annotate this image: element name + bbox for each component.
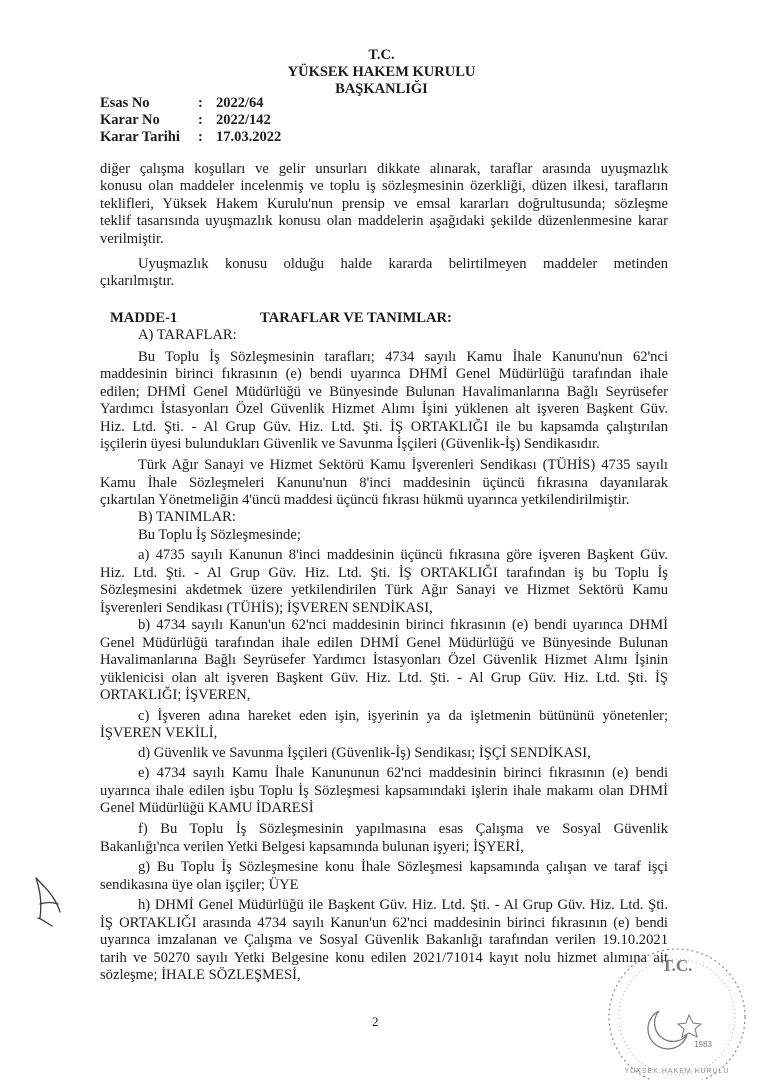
meta-row-karar: Karar No : 2022/142 bbox=[100, 112, 271, 128]
body-line: uyarınca imzalanan ve Çalışma ve Sosyal Güvenlik Bakanlığı tarafından verilen 19.10.2021 bbox=[100, 932, 668, 948]
body-line: Genel Müdürlüğü tarafından ihale edilen DHMİ Genel Müdürlüğü ve Bünyesinde Bulunan bbox=[100, 635, 668, 651]
body-line: İŞ ORTAKLIĞI arasında 4734 sayılı Kanun'un 62'nci maddesinin birinci fıkrasının (e) bendi bbox=[100, 915, 668, 931]
body-line: Türk Ağır Sanayi ve Hizmet Sektörü Kamu İşverenleri Sendikası (TÜHİS) 4735 sayılı bbox=[138, 457, 668, 473]
body-line: sendikasına üye olan işçiler; ÜYE bbox=[100, 877, 299, 893]
article-heading bbox=[110, 310, 452, 327]
body-line: yüklenicisi olan alt işveren Başkent Güv. Hiz. Ltd. Şti. - Al Grup Güv. Hiz. Ltd. Şti. İŞ bbox=[100, 670, 668, 686]
body-line: g) Bu Toplu İş Sözleşmesine konu İhale Sözleşmesi kapsamında çalışan ve taraf işçi bbox=[138, 859, 668, 875]
body-line: sözleşme; İHALE SÖZLEŞMESİ, bbox=[100, 967, 301, 983]
case-meta bbox=[100, 95, 281, 146]
meta-row-esas: Esas No : 2022/64 bbox=[100, 95, 264, 111]
body-line: maddesinin birinci fıkrasının (e) bendi uyarınca DHMİ Genel Müdürlüğü tarafından ihale bbox=[100, 366, 668, 382]
body-line: ORTAKLIĞI; İŞVEREN, bbox=[100, 687, 251, 703]
intro-line: Uyuşmazlık konusu olduğu halde kararda belirtilmeyen maddeler metinden bbox=[138, 256, 668, 272]
body-line: B) TANIMLAR: bbox=[138, 509, 236, 525]
body-line: Bu Toplu İş Sözleşmesinin tarafları; 4734 sayılı Kamu İhale Kanunu'nun 62'nci bbox=[138, 349, 668, 365]
body-line: Bu Toplu İş Sözleşmesinde; bbox=[138, 527, 301, 543]
body-line: f) Bu Toplu İş Sözleşmesinin yapılmasına esas Çalışma ve Sosyal Güvenlik bbox=[138, 821, 668, 837]
body-line: Hiz. Ltd. Şti. - Al Grup Güv. Hiz. Ltd. Şti. İŞ ORTAKLIĞI ile bu kapsamda çalıştırılan bbox=[100, 419, 668, 435]
seal-year: 1983 bbox=[694, 1040, 712, 1049]
body-line: uyarınca ihale edilen işbu Toplu İş Sözleşmesi kapsamındaki işlerin ihale makamı olan DHMİ bbox=[100, 783, 668, 799]
body-line: Havalimanlarına Bağlı Seyrüsefer Yardımcı İstasyonları Özel Güvenlik Hizmet Alımı İşinin bbox=[100, 652, 668, 668]
body-line: Kamu İhale Sözleşmeleri Kanunu'nun 8'inci maddesinin üçüncü fıkrasına dayanılarak bbox=[100, 475, 668, 491]
intro-line: konusu olan maddeler incelenmiş ve toplu iş sözleşmesinin özerkliği, düzen ilkesi, tarafların bbox=[100, 178, 668, 194]
body-line: edilen; DHMİ Genel Müdürlüğü ve Bünyesinde Bulunan Havalimanlarına Bağlı Seyrüsefer bbox=[100, 384, 668, 400]
article-number: MADDE-1 bbox=[110, 310, 178, 326]
body-line: d) Güvenlik ve Savunma İşçileri (Güvenlik-İş) Sendikası; İŞÇİ SENDİKASI, bbox=[138, 745, 591, 761]
header-tc: T.C. bbox=[368, 47, 395, 63]
body-line: Genel Müdürlüğü KAMU İDARESİ bbox=[100, 800, 314, 816]
body-line: A) TARAFLAR: bbox=[138, 327, 237, 343]
body-line: İşverenleri Sendikası (TÜHİS); İŞVEREN SENDİKASI, bbox=[100, 600, 433, 616]
intro-line: teklifleri, Yüksek Hakem Kurulu'nun prensip ve emsal kararları doğrultusunda; sözleşme bbox=[100, 196, 668, 212]
body-line: a) 4735 sayılı Kanunun 8'inci maddesinin üçüncü fıkrasına göre işveren Başkent Güv. bbox=[138, 547, 668, 563]
body-line: tarih ve 50270 sayılı Yetki Belgesine konu edilen 2021/71014 kayıt nolu hizmet alımına ait bbox=[100, 950, 668, 966]
intro-line: diğer çalışma koşulları ve gelir unsurları dikkate alınarak, taraflar arasında uyuşmazlık bbox=[100, 161, 668, 177]
body-line: İŞVEREN VEKİLİ, bbox=[100, 725, 218, 741]
body-line: h) DHMİ Genel Müdürlüğü ile Başkent Güv. Hiz. Ltd. Şti. - Al Grup Güv. Hiz. Ltd. Şti. bbox=[138, 897, 668, 913]
header-institution: YÜKSEK HAKEM KURULU bbox=[287, 64, 476, 80]
page-number: 2 bbox=[372, 1014, 379, 1029]
intro-line: verilmiştir. bbox=[100, 231, 164, 247]
header-presidency: BAŞKANLIĞI bbox=[335, 81, 428, 97]
article-title: TARAFLAR VE TANIMLAR: bbox=[260, 310, 452, 326]
body-line: Hiz. Ltd. Şti. - Al Grup Güv. Hiz. Ltd. Şti. İŞ ORTAKLIĞI tarafından iş bu Toplu İş bbox=[100, 565, 668, 581]
signature-mark bbox=[30, 868, 66, 928]
body-line: b) 4734 sayılı Kanun'un 62'nci maddesinin birinci fıkrasının (e) bendi uyarınca DHMİ bbox=[138, 617, 668, 633]
intro-line: çıkarılmıştır. bbox=[100, 273, 175, 289]
body-line: çıkartılan Yönetmeliğin 4'üncü maddesi üçüncü fıkrası hükmü uyarınca yetkilendirilmiştir. bbox=[100, 492, 630, 508]
body-line: Bakanlığı'nca verilen Yetki Belgesi kapsamında bulunan işyeri; İŞYERİ, bbox=[100, 839, 524, 855]
body-line: Yardımcı İstasyonları Özel Güvenlik Hizmet Alımı İşini yüklenen alt işveren Başkent Güv. bbox=[100, 401, 668, 417]
body-line: c) İşveren adına hareket eden işin, işyerinin ya da işletmenin bütününü yönetenler; bbox=[138, 708, 668, 724]
intro-line: teklif tasarısında uyuşmazlık konusu olan maddelerin aşağıdaki şekilde düzenlenmesine karar bbox=[100, 213, 668, 229]
meta-row-karar-tarihi: Karar Tarihi : 17.03.2022 bbox=[100, 129, 282, 145]
seal-ring-text: YÜKSEK HAKEM KURULU bbox=[624, 1068, 730, 1075]
body-line: işçilerin üyesi bulundukları Güvenlik ve Savunma İşçileri (Güvenlik-İş) Sendikasıdır. bbox=[100, 436, 600, 452]
seal-top-text: T.C. bbox=[661, 956, 693, 975]
body-line: Sözleşmesini akdetmek üzere yetkilendirilen Türk Ağır Sanayi ve Hizmet Sektörü Kamu bbox=[100, 582, 668, 598]
official-seal-stamp bbox=[595, 935, 755, 1080]
body-line: e) 4734 sayılı Kamu İhale Kanununun 62'nci maddesinin birinci fıkrasının (e) bendi bbox=[138, 765, 668, 781]
